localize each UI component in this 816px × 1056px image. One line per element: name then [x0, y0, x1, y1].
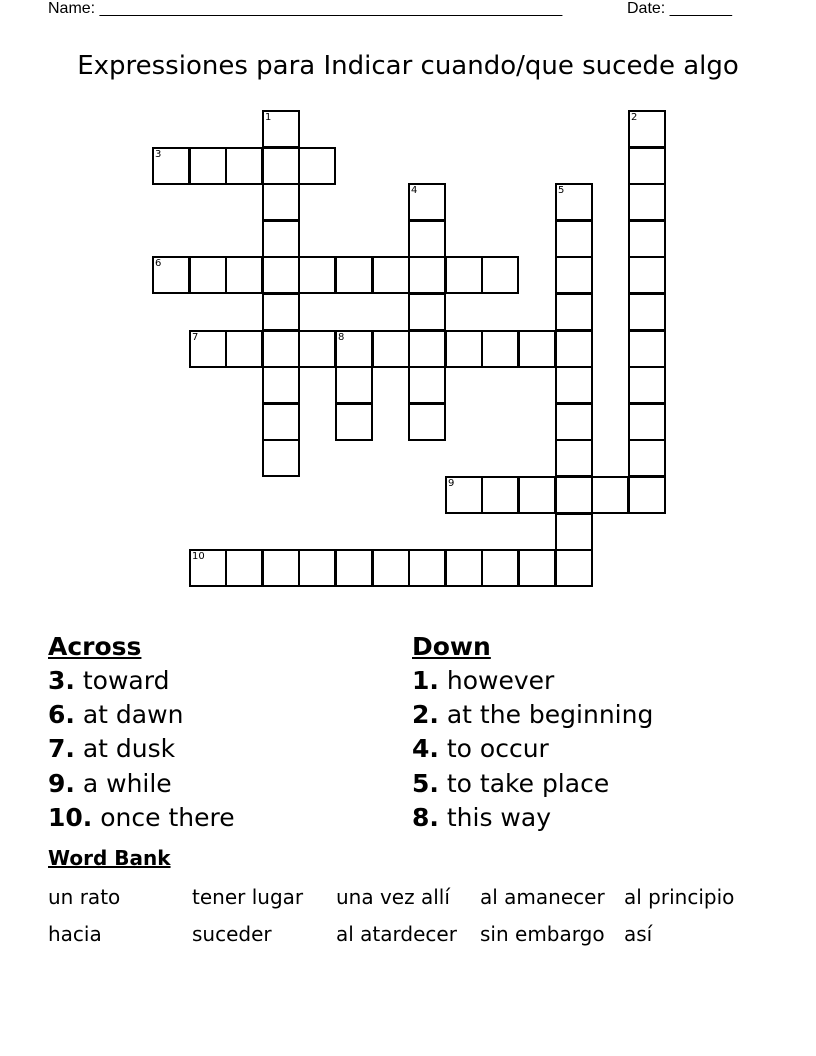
crossword-cell[interactable] [152, 256, 190, 294]
crossword-cell[interactable] [225, 147, 263, 185]
cell-number: 9 [448, 478, 455, 489]
crossword-cell[interactable] [555, 439, 593, 477]
crossword-cell[interactable] [262, 147, 300, 185]
clue-number: 4. [412, 734, 439, 764]
crossword-cell[interactable] [262, 256, 300, 294]
crossword-cell[interactable] [555, 220, 593, 258]
word-bank-item: sin embargo [480, 922, 605, 946]
date-field-line: Date: _______ [627, 0, 732, 17]
crossword-cell[interactable] [335, 256, 373, 294]
crossword-cell[interactable] [372, 330, 410, 368]
crossword-cell[interactable] [298, 256, 336, 294]
word-bank-item: tener lugar [192, 885, 304, 909]
crossword-cell[interactable] [262, 366, 300, 404]
clue-number: 1. [412, 666, 439, 695]
clue-number: 9. [48, 768, 75, 798]
name-field-line: Name: ____________________________________________________ [48, 0, 563, 17]
crossword-cell[interactable] [408, 220, 446, 258]
cell-number: 5 [558, 185, 565, 196]
crossword-cell[interactable] [262, 330, 300, 368]
cell-number: 7 [192, 332, 199, 343]
crossword-cell[interactable] [189, 549, 227, 587]
crossword-cell[interactable] [372, 256, 410, 294]
cell-number: 1 [265, 112, 272, 123]
crossword-cell[interactable] [555, 366, 593, 404]
crossword-cell[interactable] [408, 549, 446, 587]
word-bank-item: hacia [48, 922, 102, 946]
word-bank-item: un rato [48, 885, 121, 909]
down-clue [412, 698, 653, 732]
crossword-cell[interactable] [555, 403, 593, 441]
crossword-cell[interactable] [555, 476, 593, 514]
crossword-cell[interactable] [445, 476, 483, 514]
clue-text: at the beginning [446, 700, 654, 730]
crossword-cell[interactable] [408, 183, 446, 221]
crossword-cell[interactable] [262, 220, 300, 258]
crossword-cell[interactable] [628, 256, 666, 294]
crossword-cell[interactable] [152, 147, 190, 185]
crossword-cell[interactable] [628, 183, 666, 221]
crossword-cell[interactable] [628, 147, 666, 185]
clue-number: 8. [412, 802, 439, 832]
crossword-cell[interactable] [189, 147, 227, 185]
crossword-cell[interactable] [445, 549, 483, 587]
crossword-cell[interactable] [225, 549, 263, 587]
crossword-cell[interactable] [372, 549, 410, 587]
word-bank-title: Word Bank [48, 846, 171, 870]
clue-text: this way [446, 802, 551, 832]
crossword-cell[interactable] [335, 330, 373, 368]
crossword-cell[interactable] [628, 366, 666, 404]
cell-number: 4 [411, 185, 418, 196]
down-clue [412, 732, 653, 766]
crossword-cell[interactable] [189, 256, 227, 294]
across-clue [48, 698, 235, 732]
crossword-cell[interactable] [408, 293, 446, 331]
page-title: Expressiones para Indicar cuando/que sucede algo [77, 51, 739, 81]
crossword-cell[interactable] [225, 330, 263, 368]
crossword-cell[interactable] [298, 549, 336, 587]
word-bank-item: una vez allí [336, 885, 450, 909]
crossword-cell[interactable] [628, 403, 666, 441]
crossword-cell[interactable] [262, 183, 300, 221]
crossword-cell[interactable] [445, 330, 483, 368]
across-clue [48, 801, 235, 835]
across-clue [48, 767, 235, 801]
clue-number: 2. [412, 700, 439, 730]
crossword-cell[interactable] [408, 256, 446, 294]
cell-number: 10 [192, 551, 205, 562]
crossword-cell[interactable] [445, 256, 483, 294]
crossword-cell[interactable] [408, 403, 446, 441]
crossword-cell[interactable] [408, 366, 446, 404]
down-heading: Down [412, 632, 491, 661]
down-clues [412, 630, 653, 835]
crossword-cell[interactable] [408, 330, 446, 368]
crossword-cell[interactable] [335, 403, 373, 441]
crossword-cell[interactable] [628, 110, 666, 148]
crossword-cell[interactable] [628, 293, 666, 331]
across-clue [48, 732, 235, 766]
crossword-cell[interactable] [335, 549, 373, 587]
crossword-cell[interactable] [628, 439, 666, 477]
clue-text: however [446, 666, 555, 695]
clue-text: to occur [446, 734, 549, 764]
crossword-cell[interactable] [628, 330, 666, 368]
cell-number: 3 [155, 149, 162, 160]
crossword-cell[interactable] [518, 476, 556, 514]
clue-text: at dawn [82, 700, 184, 730]
word-bank-item: suceder [192, 922, 272, 946]
crossword-cell[interactable] [518, 330, 556, 368]
crossword-cell[interactable] [298, 147, 336, 185]
crossword-cell[interactable] [189, 330, 227, 368]
clue-text: toward [82, 666, 170, 695]
down-clue [412, 801, 653, 835]
clue-number: 3. [48, 666, 75, 695]
cell-number: 6 [155, 258, 162, 269]
crossword-cell[interactable] [555, 513, 593, 551]
crossword-cell[interactable] [262, 439, 300, 477]
crossword-cell[interactable] [481, 549, 519, 587]
crossword-cell[interactable] [555, 256, 593, 294]
word-bank-item: al principio [624, 885, 735, 909]
clue-number: 5. [412, 768, 439, 798]
clue-number: 6. [48, 700, 75, 730]
crossword-cell[interactable] [628, 476, 666, 514]
crossword-cell[interactable] [225, 256, 263, 294]
clue-number: 7. [48, 734, 75, 764]
crossword-cell[interactable] [335, 366, 373, 404]
crossword-cell[interactable] [481, 256, 519, 294]
word-bank-item: así [624, 922, 653, 946]
clue-number: 10. [48, 802, 93, 832]
cell-number: 8 [338, 332, 345, 343]
across-heading: Across [48, 632, 142, 661]
clue-text: once there [100, 802, 235, 832]
crossword-cell[interactable] [628, 220, 666, 258]
crossword-cell[interactable] [555, 330, 593, 368]
word-bank-item: al atardecer [336, 922, 457, 946]
crossword-cell[interactable] [555, 183, 593, 221]
clue-text: a while [82, 768, 172, 798]
word-bank-item: al amanecer [480, 885, 605, 909]
clue-text: at dusk [82, 734, 176, 764]
clue-text: to take place [446, 768, 610, 798]
across-clues [48, 630, 235, 835]
crossword-cell[interactable] [481, 330, 519, 368]
across-clue [48, 664, 235, 698]
crossword-cell[interactable] [555, 549, 593, 587]
crossword-cell[interactable] [262, 110, 300, 148]
crossword-cell[interactable] [591, 476, 629, 514]
crossword-cell[interactable] [481, 476, 519, 514]
crossword-cell[interactable] [298, 330, 336, 368]
crossword-cell[interactable] [262, 549, 300, 587]
down-clue [412, 664, 653, 698]
cell-number: 2 [631, 112, 638, 123]
crossword-cell[interactable] [262, 293, 300, 331]
crossword-cell[interactable] [262, 403, 300, 441]
crossword-cell[interactable] [518, 549, 556, 587]
crossword-cell[interactable] [555, 293, 593, 331]
down-clue [412, 767, 653, 801]
